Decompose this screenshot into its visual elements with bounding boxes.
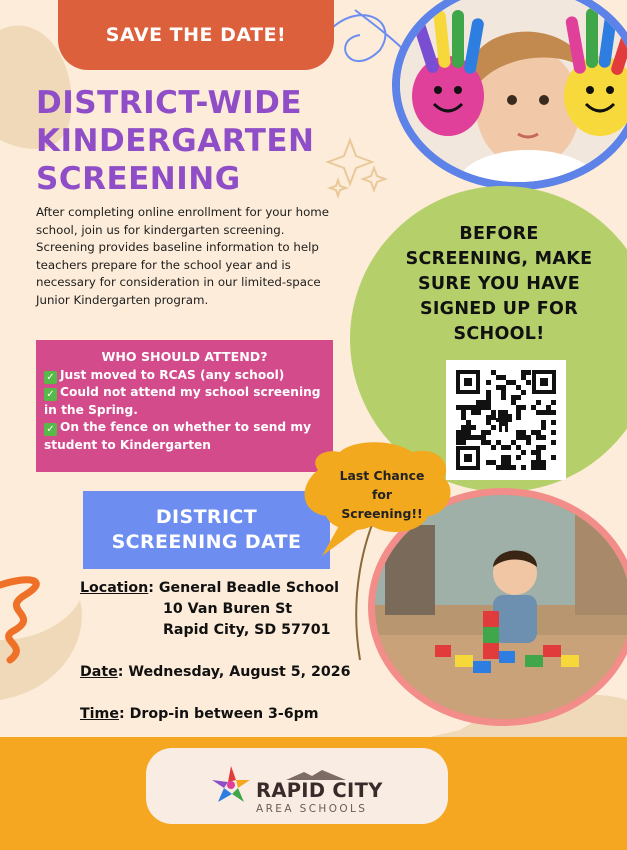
date-row: Date: Wednesday, August 5, 2026	[80, 664, 351, 680]
time-row: Time: Drop-in between 3-6pm	[80, 706, 319, 722]
logo-star-icon	[208, 762, 254, 808]
bubble-line: for	[371, 487, 392, 502]
time-value: Drop-in between 3-6pm	[129, 706, 319, 722]
attend-item-text: Could not attend my school screening in the Spring.	[44, 385, 321, 417]
date-value: Wednesday, August 5, 2026	[128, 664, 351, 680]
location-label: Location	[80, 580, 149, 596]
date-label: Date	[80, 664, 118, 680]
signup-line: BEFORE	[459, 224, 539, 244]
bubble-line: Screening!!	[341, 506, 423, 521]
location-address: 10 Van Buren St	[163, 601, 293, 617]
attend-item-text: Just moved to RCAS (any school)	[60, 367, 285, 382]
signup-line: SIGNED UP FOR	[419, 299, 579, 319]
attend-item-text: On the fence on whether to send my student to Kindergarten	[44, 420, 312, 452]
time-label: Time	[80, 706, 119, 722]
check-icon: ✓	[44, 388, 57, 401]
screening-label-line: DISTRICT	[155, 506, 258, 528]
signup-line: SCREENING, MAKE	[405, 249, 593, 269]
check-icon: ✓	[44, 371, 57, 384]
attend-title: WHO SHOULD ATTEND?	[101, 349, 268, 364]
signup-line: SURE YOU HAVE	[418, 274, 580, 294]
district-logo	[256, 770, 436, 816]
title-line: SCREENING	[36, 161, 241, 197]
location-city: Rapid City, SD 57701	[163, 622, 331, 638]
title-line: DISTRICT-WIDE	[36, 85, 303, 121]
location-value: General Beadle School	[158, 580, 339, 596]
check-icon: ✓	[44, 423, 57, 436]
location-row: Location: General Beadle School	[80, 580, 339, 596]
signup-line: SCHOOL!	[453, 324, 545, 344]
intro-paragraph: After completing online enrollment for your home school, join us for kindergarten screening. Screening provides baseline information to help teachers prepare for the school year and is necessary for consideration in our limited-space Junior Kindergarten program.	[36, 205, 330, 307]
logo-sub-text: AREA SCHOOLS	[256, 803, 368, 815]
save-the-date-banner: SAVE THE DATE!	[58, 0, 334, 70]
bubble-line: Last Chance	[339, 468, 425, 483]
title-line: KINDERGARTEN	[36, 123, 315, 159]
logo-main-text: RAPID CITY	[256, 779, 383, 802]
last-chance-bubble	[320, 466, 444, 523]
screening-label-line: SCREENING DATE	[111, 531, 302, 553]
